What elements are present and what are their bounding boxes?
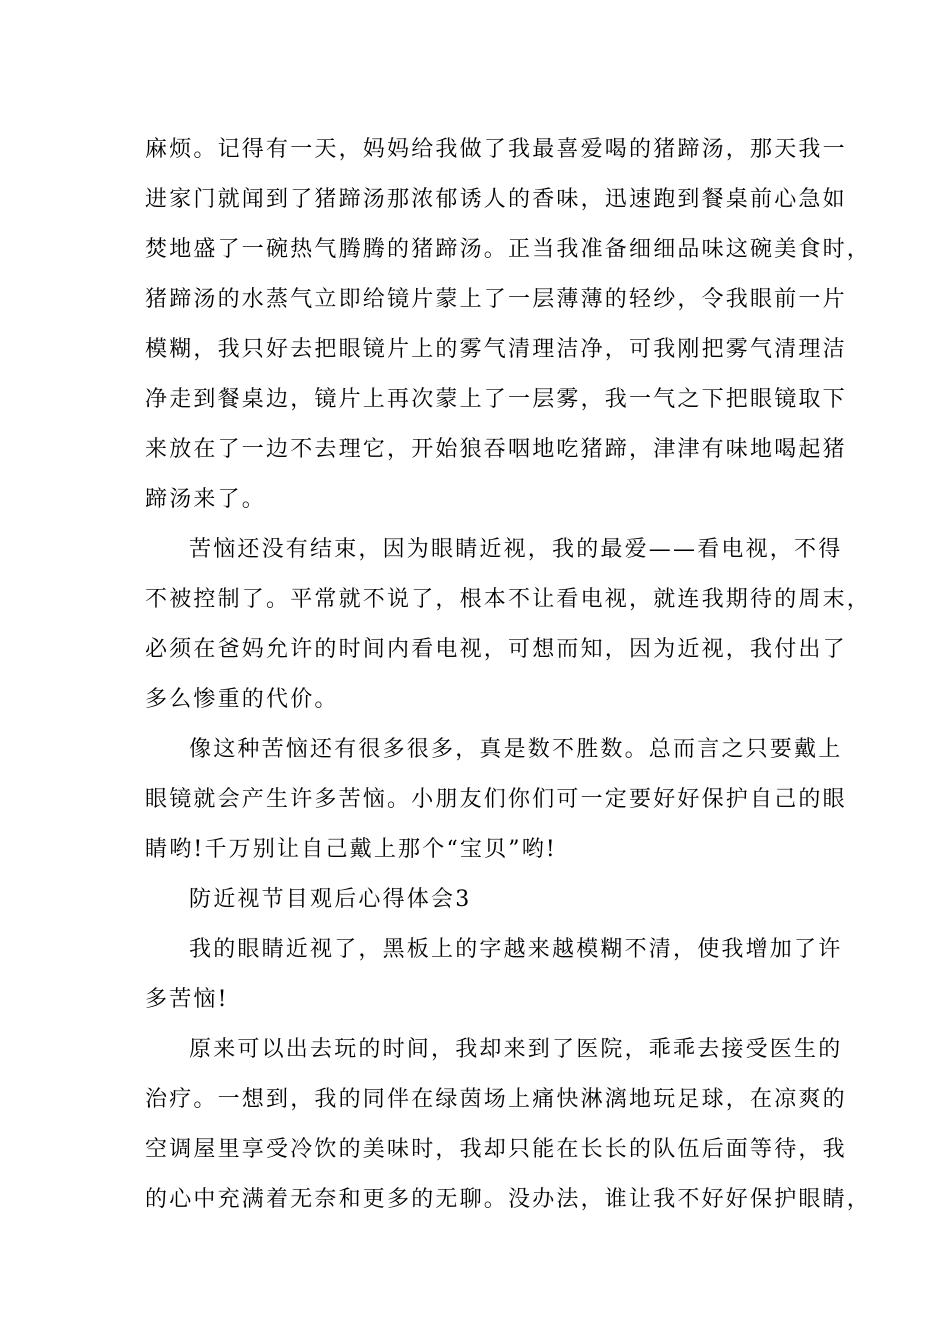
text-line: 多苦恼! bbox=[145, 987, 229, 1012]
paragraph-start-line: 我的眼睛近视了，黑板上的字越来越模糊不清，使我增加了许 bbox=[189, 937, 843, 962]
text-line: 治疗。一想到，我的同伴在绿茵场上痛快淋漓地玩足球，在凉爽的 bbox=[145, 1087, 847, 1112]
text-line: 眼镜就会产生许多苦恼。小朋友们你们可一定要好好保护自己的眼 bbox=[145, 787, 847, 812]
text-line: 蹄汤来了。 bbox=[145, 487, 267, 512]
text-line: 净走到餐桌边，镜片上再次蒙上了一层雾，我一气之下把眼镜取下 bbox=[145, 387, 847, 412]
text-line: 空调屋里享受冷饮的美味时，我却只能在长长的队伍后面等待，我 bbox=[145, 1137, 847, 1162]
text-line: 猪蹄汤的水蒸气立即给镜片蒙上了一层薄薄的轻纱，令我眼前一片 bbox=[145, 287, 847, 312]
text-line: 不被控制了。平常就不说了，根本不让看电视，就连我期待的周末， bbox=[145, 587, 872, 612]
paragraph-start-line: 像这种苦恼还有很多很多，真是数不胜数。总而言之只要戴上 bbox=[189, 737, 843, 762]
text-line: 来放在了一边不去理它，开始狼吞咽地吃猪蹄，津津有味地喝起猪 bbox=[145, 437, 847, 462]
section-heading: 防近视节目观后心得体会3 bbox=[189, 887, 472, 912]
paragraph-start-line: 苦恼还没有结束，因为眼睛近视，我的最爱——看电视，不得 bbox=[189, 537, 843, 562]
text-line: 必须在爸妈允许的时间内看电视，可想而知，因为近视，我付出了 bbox=[145, 637, 847, 662]
text-line: 进家门就闻到了猪蹄汤那浓郁诱人的香味，迅速跑到餐桌前心急如 bbox=[145, 187, 847, 212]
text-line: 麻烦。记得有一天，妈妈给我做了我最喜爱喝的猪蹄汤，那天我一 bbox=[145, 137, 847, 162]
paragraph-start-line: 原来可以出去玩的时间，我却来到了医院，乖乖去接受医生的 bbox=[189, 1037, 843, 1062]
text-line: 的心中充满着无奈和更多的无聊。没办法，谁让我不好好保护眼睛， bbox=[145, 1187, 872, 1212]
text-line: 焚地盛了一碗热气腾腾的猪蹄汤。正当我准备细细品味这碗美食时， bbox=[145, 237, 872, 262]
text-line: 模糊，我只好去把眼镜片上的雾气清理洁净，可我刚把雾气清理洁 bbox=[145, 337, 847, 362]
text-line: 睛哟!千万别让自己戴上那个“宝贝”哟! bbox=[145, 837, 557, 862]
text-line: 多么惨重的代价。 bbox=[145, 687, 339, 712]
